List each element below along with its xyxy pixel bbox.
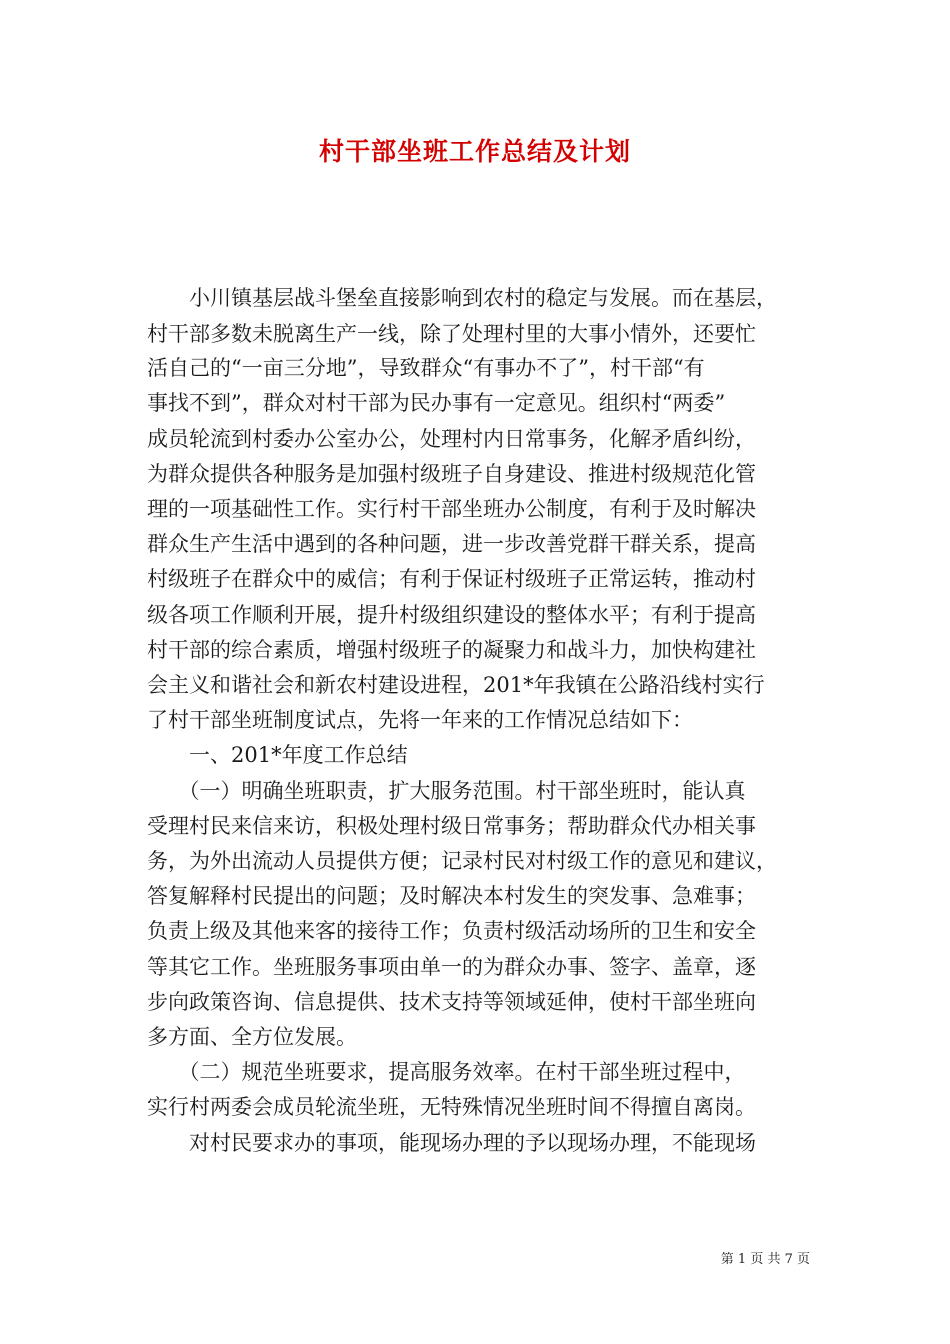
body-line: 村级班子在群众中的威信；有利于保证村级班子正常运转，推动村 — [147, 567, 756, 591]
body-line: 为群众提供各种服务是加强村级班子自身建设、推进村级规范化管 — [147, 462, 756, 486]
body-line: 活自己的“一亩三分地”，导致群众“有事办不了”，村干部“有 — [147, 356, 705, 380]
section-heading: 一、201*年度工作总结 — [147, 743, 408, 767]
body-line: 答复解释村民提出的问题；及时解决本村发生的突发事、急难事； — [147, 884, 756, 908]
body-line: 村干部的综合素质，增强村级班子的凝聚力和战斗力，加快构建社 — [147, 638, 756, 662]
body-line: 会主义和谐社会和新农村建设进程，201*年我镇在公路沿线村实行 — [147, 673, 765, 697]
body-line: （二）规范坐班要求，提高服务效率。在村干部坐班过程中， — [147, 1060, 746, 1084]
body-line: 多方面、全方位发展。 — [147, 1025, 357, 1049]
body-line: 了村干部坐班制度试点，先将一年来的工作情况总结如下： — [147, 708, 693, 732]
body-line: 等其它工作。坐班服务事项由单一的为群众办事、签字、盖章，逐 — [147, 955, 756, 979]
body-line: 对村民要求办的事项，能现场办理的予以现场办理，不能现场 — [147, 1131, 756, 1155]
body-line: 事找不到”，群众对村干部为民办事有一定意见。组织村“两委” — [147, 391, 726, 415]
body-line: （一）明确坐班职责，扩大服务范围。村干部坐班时，能认真 — [147, 779, 746, 803]
body-line: 受理村民来信来访，积极处理村级日常事务；帮助群众代办相关事 — [147, 814, 756, 838]
body-line: 群众生产生活中遇到的各种问题，进一步改善党群干群关系，提高 — [147, 532, 756, 556]
document-title: 村干部坐班工作总结及计划 — [318, 137, 631, 166]
body-line: 理的一项基础性工作。实行村干部坐班办公制度，有利于及时解决 — [147, 497, 756, 521]
body-line: 务，为外出流动人员提供方便；记录村民对村级工作的意见和建议， — [147, 849, 777, 873]
page-number: 第 1 页 共 7 页 — [720, 1252, 810, 1267]
body-line: 小川镇基层战斗堡垒直接影响到农村的稳定与发展。而在基层， — [147, 286, 777, 310]
body-line: 实行村两委会成员轮流坐班，无特殊情况坐班时间不得擅自离岗。 — [147, 1095, 756, 1119]
body-line: 步向政策咨询、信息提供、技术支持等领域延伸，使村干部坐班向 — [147, 990, 756, 1014]
body-line: 负责上级及其他来客的接待工作；负责村级活动场所的卫生和安全 — [147, 919, 756, 943]
body-line: 成员轮流到村委办公室办公，处理村内日常事务，化解矛盾纠纷， — [147, 427, 756, 451]
body-line: 级各项工作顺利开展，提升村级组织建设的整体水平；有利于提高 — [147, 603, 756, 627]
body-line: 村干部多数未脱离生产一线，除了处理村里的大事小情外，还要忙 — [147, 322, 756, 346]
